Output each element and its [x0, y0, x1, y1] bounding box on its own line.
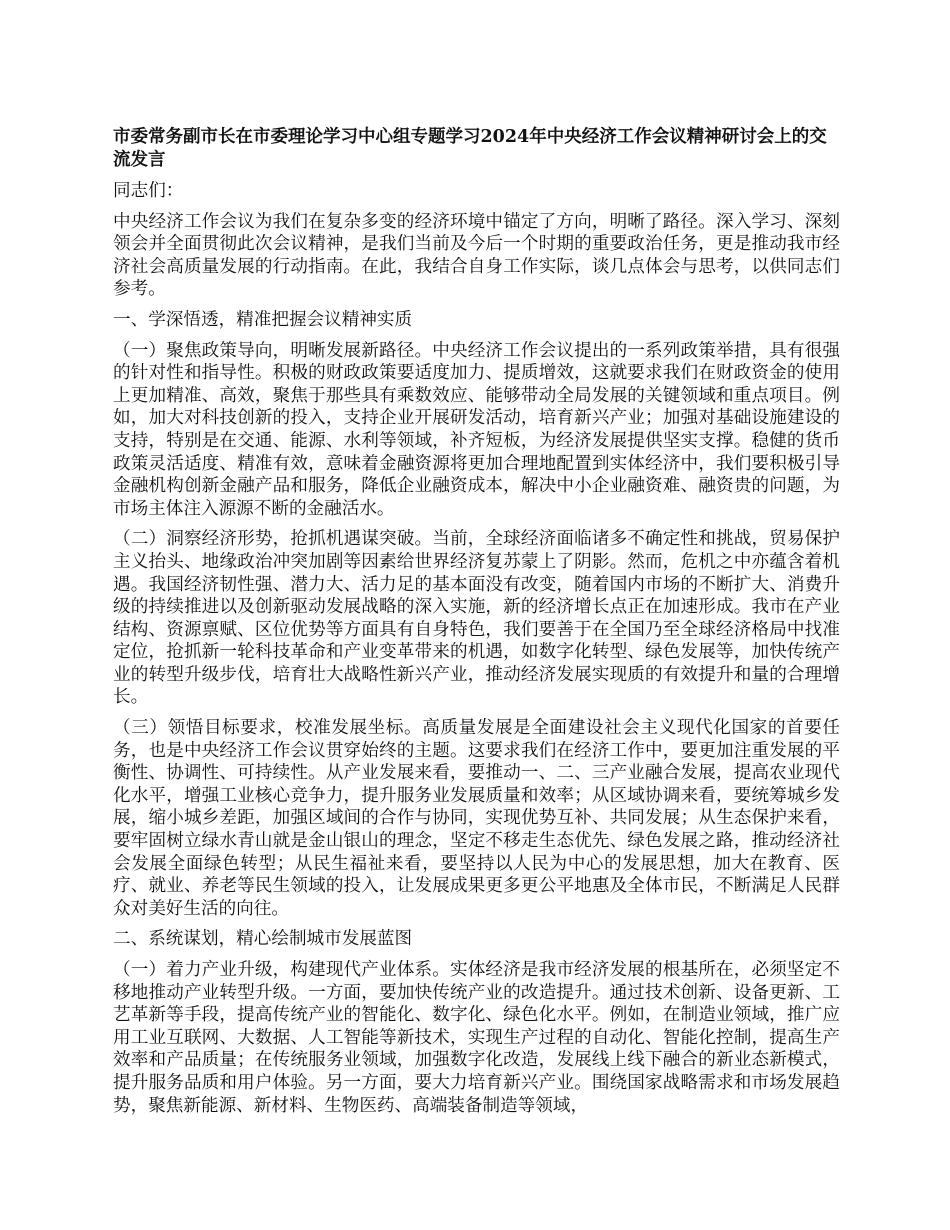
section-heading: 一、学深悟透，精准把握会议精神实质 — [113, 309, 413, 330]
body-paragraph: （一）着力产业升级，构建现代产业体系。实体经济是我市经济发展的根基所在，必须坚定不移地推动产业转型升级。一方面，要加快传统产业的改造提升。通过技术创新、设备更新、工艺革新等手段，提高传统产业的智能化、数字化、绿色化水平。例如，在制造业领域，推广应用工业互联网、大数据、人工智能等新技术，实现生产过程的自动化、智能化控制，提高生产效率和产品质量；在传统服务业领域，加强数字化改造，发展线上线下融合的新业态新模式，提升服务品质和用户体验。另一方面，要大力培育新兴产业。围绕国家战略需求和市场发展趋势，聚焦新能源、新材料、生物医药、高端装备制造等领域， — [113, 960, 840, 1116]
salutation: 同志们： — [113, 181, 184, 201]
body-paragraph: （二）洞察经济形势，抢抓机遇谋突破。当前，全球经济面临诸多不确定性和挑战，贸易保护主义抬头、地缘政治冲突加剧等因素给世界经济复苏蒙上了阴影。然而，危机之中亦蕴含着机遇。我国经济韧性强、潜力大、活力足的基本面没有改变，随着国内市场的不断扩大、消费升级的持续推进以及创新驱动发展战略的深入实施，新的经济增长点正在加速形成。我市在产业结构、资源禀赋、区位优势等方面具有自身特色，我们要善于在全国乃至全球经济格局中找准定位，抢抓新一轮科技革命和产业变革带来的机遇，如数字化转型、绿色发展等，加快传统产业的转型升级步伐，培育壮大战略性新兴产业，推动经济发展实现质的有效提升和量的合理增长。 — [113, 529, 840, 708]
document-title: 市委常务副市长在市委理论学习中心组专题学习2024年中央经济工作会议精神研讨会上的交流发言 — [113, 127, 827, 170]
intro-paragraph: 中央经济工作会议为我们在复杂多变的经济环境中锚定了方向，明晰了路径。深入学习、深刻领会并全面贯彻此次会议精神，是我们当前及今后一个时期的重要政治任务，更是推动我市经济社会高质量发展的行动指南。在此，我结合自身工作实际，谈几点体会与思考，以供同志们参考。 — [113, 211, 840, 300]
body-paragraph: （一）聚焦政策导向，明晰发展新路径。中央经济工作会议提出的一系列政策举措，具有很强的针对性和指导性。积极的财政政策要适度加力、提质增效，这就要求我们在财政资金的使用上更加精准、高效，聚焦于那些具有乘数效应、能够带动全局发展的关键领域和重点项目。例如，加大对科技创新的投入，支持企业开展研发活动，培育新兴产业；加强对基础设施建设的支持，特别是在交通、能源、水利等领域，补齐短板，为经济发展提供坚实支撑。稳健的货币政策灵活适度、精准有效，意味着金融资源将更加合理地配置到实体经济中，我们要积极引导金融机构创新金融产品和服务，降低企业融资成本，解决中小企业融资难、融资贵的问题，为市场主体注入源源不断的金融活水。 — [113, 340, 840, 519]
document-page — [113, 126, 840, 1125]
body-paragraph: （三）领悟目标要求，校准发展坐标。高质量发展是全面建设社会主义现代化国家的首要任务，也是中央经济工作会议贯穿始终的主题。这要求我们在经济工作中，要更加注重发展的平衡性、协调性、可持续性。从产业发展来看，要推动一、二、三产业融合发展，提高农业现代化水平，增强工业核心竞争力，提升服务业发展质量和效率；从区域协调来看，要统筹城乡发展，缩小城乡差距，加强区域间的合作与协同，实现优势互补、共同发展；从生态保护来看，要牢固树立绿水青山就是金山银山的理念，坚定不移走生态优先、绿色发展之路，推动经济社会发展全面绿色转型；从民生福祉来看，要坚持以人民为中心的发展思想，加大在教育、医疗、就业、养老等民生领域的投入，让发展成果更多更公平地惠及全体市民，不断满足人民群众对美好生活的向往。 — [113, 718, 840, 919]
section-heading: 二、系统谋划，精心绘制城市发展蓝图 — [113, 929, 413, 950]
